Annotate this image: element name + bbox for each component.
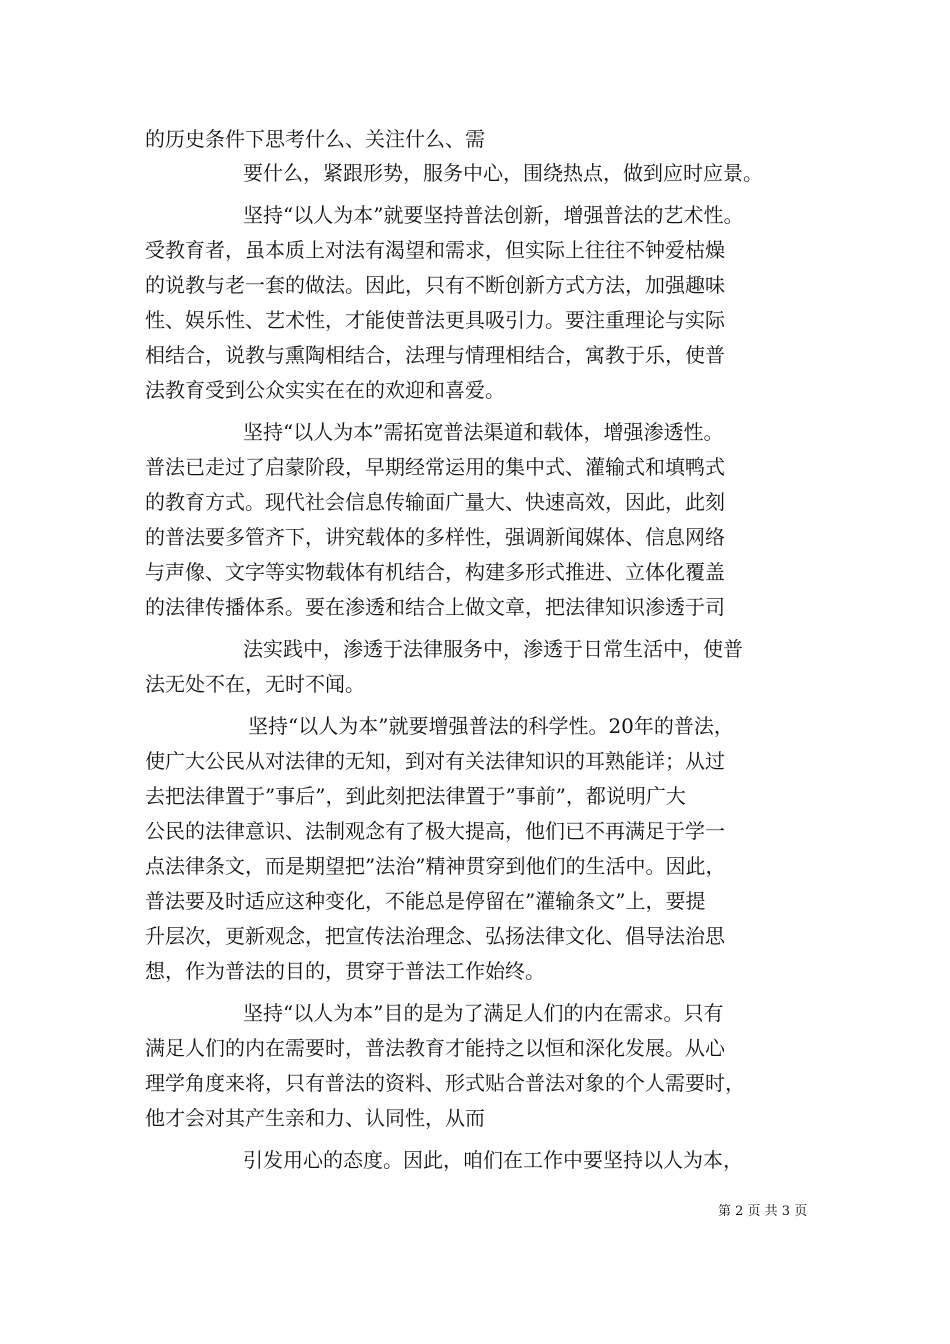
text-line: 的历史条件下思考什么、关注什么、需	[145, 127, 485, 151]
text-line: 性、娱乐性、艺术性，才能使普法更具吸引力。要注重理论与实际	[145, 308, 725, 332]
text-line: 坚持“以人为本”就要坚持普法创新，增强普法的艺术性。	[243, 203, 744, 227]
text-line: 的教育方式。现代社会信息传输面广量大、快速高效，因此，此刻	[145, 490, 725, 514]
text-line: 引发用心的态度。因此，咱们在工作中要坚持以人为本，	[243, 1148, 743, 1172]
text-line: 的普法要多管齐下，讲究载体的多样性，强调新闻媒体、信息网络	[145, 525, 725, 549]
text-line: 的法律传播体系。要在渗透和结合上做文章，把法律知识渗透于司	[145, 595, 725, 619]
text-line: 与声像、文字等实物载体有机结合，构建多形式推进、立体化覆盖	[145, 560, 725, 584]
text-line: 相结合，说教与熏陶相结合，法理与情理相结合，寓教于乐，使普	[145, 343, 725, 367]
text-line: 的说教与老一套的做法。因此，只有不断创新方式方法，加强趣味	[145, 273, 725, 297]
text-line: 他才会对其产生亲和力、认同性，从而	[145, 1106, 485, 1130]
text-line: 坚持“以人为本”目的是为了满足人们的内在需求。只有	[243, 1001, 724, 1025]
text-line: 坚持“以人为本”需拓宽普法渠道和载体，增强渗透性。	[243, 420, 724, 444]
text-line: 点法律条文，而是期望把”法治”精神贯穿到他们的生活中。因此，	[145, 854, 726, 878]
text-line: 法无处不在，无时不闻。	[145, 672, 365, 696]
text-line: 普法已走过了启蒙阶段，早期经常运用的集中式、灌输式和填鸭式	[145, 455, 725, 479]
text-line: 法实践中，渗透于法律服务中，渗透于日常生活中，使普	[243, 637, 743, 661]
text-line: 普法要及时适应这种变化，不能总是停留在”灌输条文”上，要提	[145, 889, 706, 913]
text-line: 去把法律置于”事后”，到此刻把法律置于”事前”，都说明广大	[145, 784, 686, 808]
text-line: 公民的法律意识、法制观念有了极大提高，他们已不再满足于学一	[145, 819, 725, 843]
text-line: 使广大公民从对法律的无知，到对有关法律知识的耳熟能详；从过	[145, 749, 725, 773]
text-line: 法教育受到公众实实在在的欢迎和喜爱。	[145, 378, 505, 402]
page-number-footer: 第 2 页 共 3 页	[718, 1204, 808, 1219]
text-line: 满足人们的内在需要时，普法教育才能持之以恒和深化发展。从心	[145, 1036, 725, 1060]
text-line: 坚持“以人为本”就要增强普法的科学性。20年的普法，	[248, 714, 734, 738]
text-line: 理学角度来将，只有普法的资料、形式贴合普法对象的个人需要时，	[145, 1071, 745, 1095]
text-line: 要什么，紧跟形势，服务中心，围绕热点，做到应时应景。	[243, 161, 763, 185]
text-line: 受教育者，虽本质上对法有渴望和需求，但实际上往往不钟爱枯燥	[145, 238, 725, 262]
text-line: 想，作为普法的目的，贯穿于普法工作始终。	[145, 959, 545, 983]
text-line: 升层次，更新观念，把宣传法治理念、弘扬法律文化、倡导法治思	[145, 924, 725, 948]
